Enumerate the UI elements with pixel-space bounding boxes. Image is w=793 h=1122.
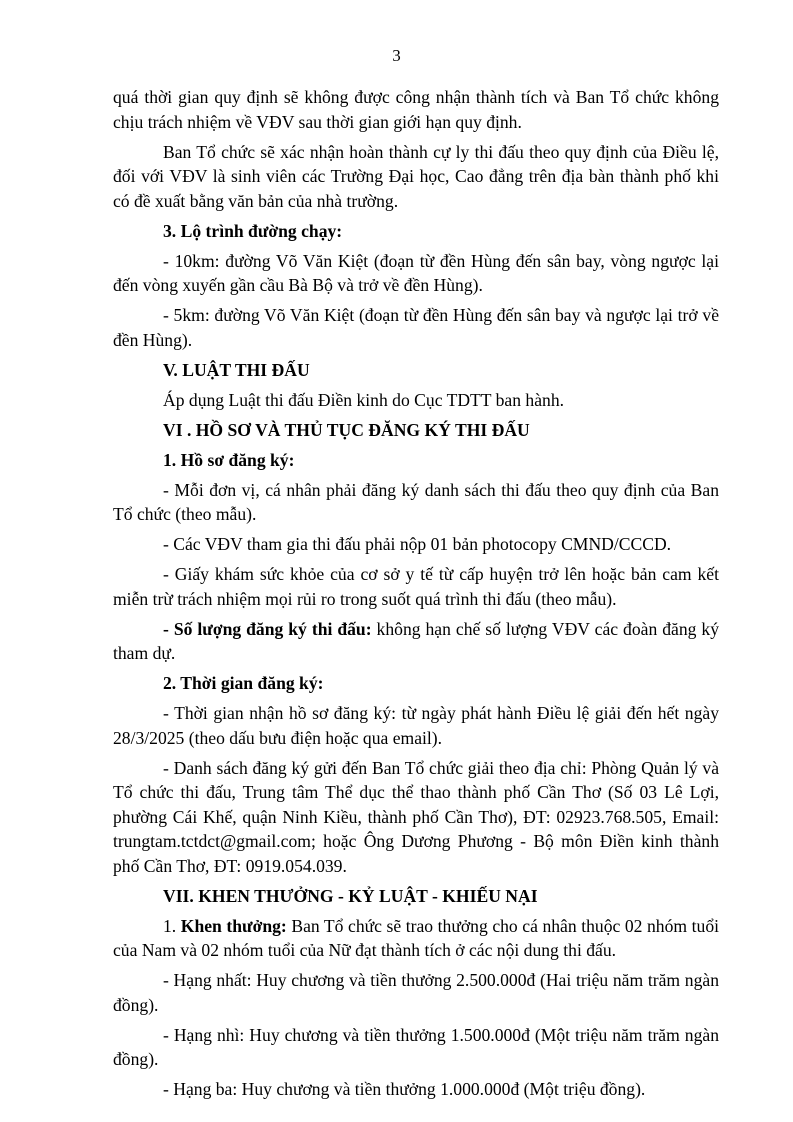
paragraph xyxy=(113,914,719,963)
list-item: - Giấy khám sức khỏe của cơ sở y tế từ cấp huyện trở lên hoặc bản cam kết miễn trừ trách nhiệm mọi rủi ro trong suốt quá trình thi đấu (theo mẫu). xyxy=(113,564,719,609)
list-item: - Hạng nhất: Huy chương và tiền thưởng 2.500.000đ (Hai triệu năm trăm ngàn đồng). xyxy=(113,970,719,1015)
paragraph: Áp dụng Luật thi đấu Điền kinh do Cục TDTT ban hành. xyxy=(163,389,565,410)
document-body xyxy=(113,85,719,1107)
page-number: 3 xyxy=(392,46,401,65)
award-text: Ban Tổ chức sẽ trao thưởng cho cá nhân thuộc 02 nhóm tuổi của Nam và 02 nhóm tuổi của Nữ đạt thành tích ở các nội dung thi đấu. xyxy=(113,915,720,960)
quantity-label: - Số lượng đăng ký thi đấu: xyxy=(163,618,372,639)
paragraph: Ban Tổ chức sẽ xác nhận hoàn thành cự ly thi đấu theo quy định của Điều lệ, đối với VĐV là sinh viên các Trường Đại học, Cao đẳng trên địa bàn thành phố khi có đề xuất bằng văn bản của nhà trường. xyxy=(113,141,719,211)
section-heading: V. LUẬT THI ĐẤU xyxy=(163,359,310,380)
list-item xyxy=(113,617,719,666)
list-item: - 10km: đường Võ Văn Kiệt (đoạn từ đền Hùng đến sân bay, vòng ngược lại đến vòng xuyến gần cầu Bà Bộ và trở về đền Hùng). xyxy=(113,250,719,295)
list-item: - Hạng nhì: Huy chương và tiền thưởng 1.500.000đ (Một triệu năm trăm ngàn đồng). xyxy=(113,1024,719,1069)
subsection-heading: 1. Hồ sơ đăng ký: xyxy=(163,449,295,470)
section-heading: VII. KHEN THƯỞNG - KỶ LUẬT - KHIẾU NẠI xyxy=(163,885,538,906)
subsection-heading: 2. Thời gian đăng ký: xyxy=(163,673,324,693)
list-item: - Các VĐV tham gia thi đấu phải nộp 01 bản photocopy CMND/CCCD. xyxy=(163,534,672,554)
section-heading: 3. Lộ trình đường chạy: xyxy=(163,220,343,241)
list-item: - Mỗi đơn vị, cá nhân phải đăng ký danh sách thi đấu theo quy định của Ban Tổ chức (theo mẫu). xyxy=(113,479,719,524)
paragraph: quá thời gian quy định sẽ không được công nhận thành tích và Ban Tổ chức không chịu trách nhiệm về VĐV sau thời gian giới hạn quy định. xyxy=(113,87,719,132)
award-prefix: 1. xyxy=(163,915,181,936)
list-item: - Danh sách đăng ký gửi đến Ban Tổ chức giải theo địa chỉ: Phòng Quản lý và Tổ chức thi đấu, Trung tâm Thể dục thể thao thành phố Cần Thơ (Số 03 Lê Lợi, phường Cái Khế, quận Ninh Kiều, thành phố Cần Thơ), ĐT: 02923.768.505, Email: trungtam.tctdct@gmail.com; hoặc Ông Dương Phương - Bộ môn Điền kinh thành phố Cần Thơ, ĐT: 0919.054.039. xyxy=(113,757,719,876)
section-heading: VI . HỒ SƠ VÀ THỦ TỤC ĐĂNG KÝ THI ĐẤU xyxy=(163,419,530,440)
award-label: Khen thưởng: xyxy=(180,915,287,936)
quantity-text: không hạn chế số lượng VĐV các đoàn đăng ký tham dự. xyxy=(113,618,720,663)
list-item: - Thời gian nhận hồ sơ đăng ký: từ ngày phát hành Điều lệ giải đến hết ngày 28/3/2025 (theo dấu bưu điện hoặc qua email). xyxy=(113,703,719,748)
list-item: - Hạng ba: Huy chương và tiền thưởng 1.000.000đ (Một triệu đồng). xyxy=(163,1079,646,1099)
list-item: - 5km: đường Võ Văn Kiệt (đoạn từ đền Hùng đến sân bay và ngược lại trở về đền Hùng). xyxy=(113,305,719,350)
